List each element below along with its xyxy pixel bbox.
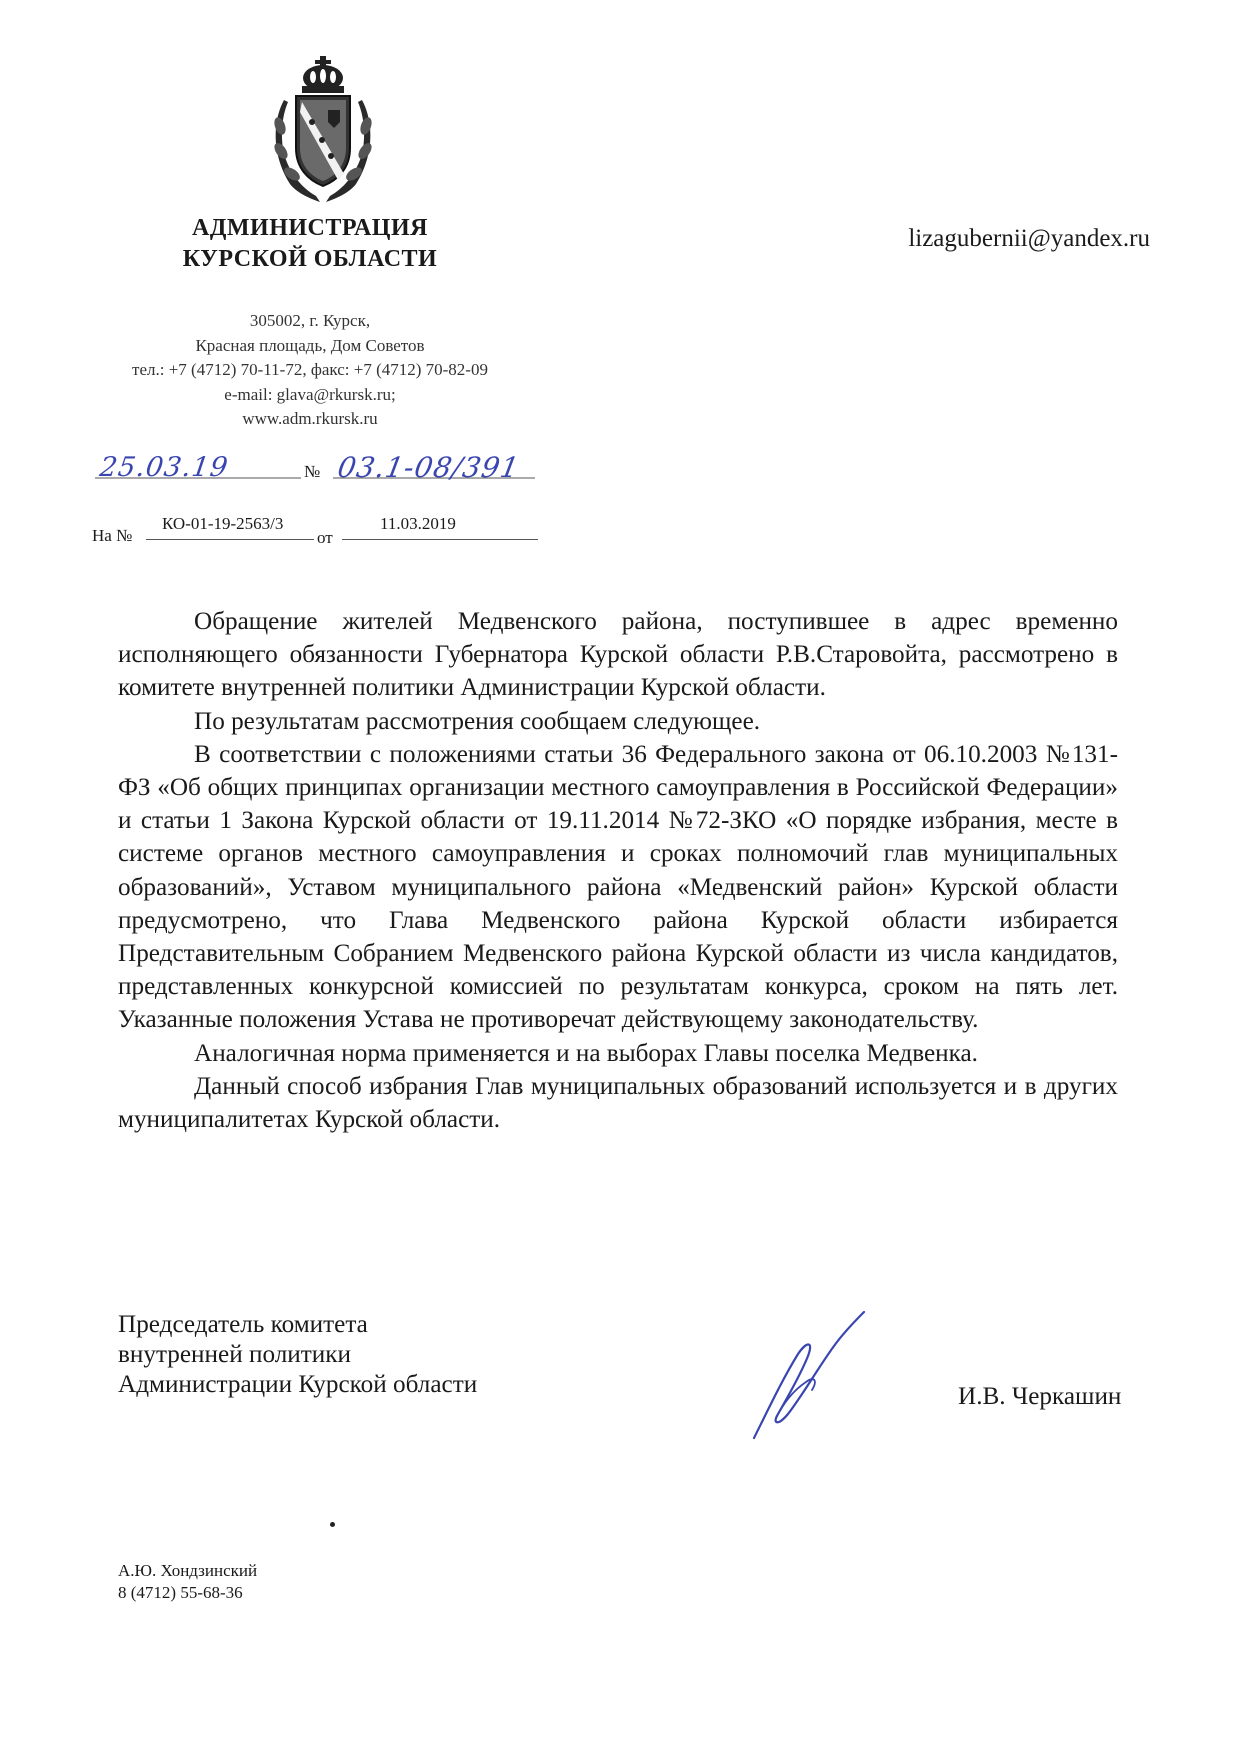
address-line: Красная площадь, Дом Советов <box>195 335 425 355</box>
ink-dot <box>330 1522 335 1527</box>
handwritten-signature-icon <box>748 1310 868 1442</box>
body-paragraph: В соответствии с положениями статьи 36 Федерального закона от 06.10.2003 №131-ФЗ «Об общих принципах организации местного самоуправления в Российской Федерации» и статьи 1 Закона Курской области от 19.11.2014 №72-ЗКО «О порядке избрания, месте в системе органов местного самоуправления и сроках полномочий глав муниципальных образований», Уставом муниципального района «Медвенский район» Курской области предусмотрено, что Глава Медвенского района Курской области избирается Представительным Собранием Медвенского района Курской области из числа кандидатов, представленных конкурсной комиссией по результатам конкурса, сроком на пять лет. Указанные положения Устава не противоречат действующему законодательству. <box>118 740 1118 1034</box>
signatory-title-line: внутренней политики <box>118 1341 351 1368</box>
signatory-title <box>118 1310 477 1400</box>
registration-date: 25.03.19 <box>97 452 231 483</box>
signatory-name: И.В. Черкашин <box>958 1383 1122 1410</box>
registration-number-label: № <box>304 462 321 481</box>
reference-date-underline <box>342 539 538 540</box>
letter-body <box>118 605 1118 1136</box>
reference-date: 11.03.2019 <box>380 514 456 533</box>
signatory-title-line: Администрации Курской области <box>118 1371 478 1398</box>
reference-number-label: На № <box>92 526 133 545</box>
recipient-email: lizagubernii@yandex.ru <box>908 225 1150 252</box>
body-paragraph: Аналогичная норма применяется и на выборах Главы поселка Медвенка. <box>194 1039 978 1067</box>
reference-number-underline <box>146 539 314 540</box>
org-name-line1: АДМИНИСТРАЦИЯ <box>192 215 428 241</box>
executor-info <box>118 1560 257 1604</box>
reference-number: КО-01-19-2563/3 <box>162 514 284 533</box>
address-line: www.adm.rkursk.ru <box>242 409 378 428</box>
executor-phone: 8 (4712) 55-68-36 <box>118 1583 243 1602</box>
executor-name: А.Ю. Хондзинский <box>118 1561 258 1580</box>
coat-of-arms-icon <box>268 56 378 204</box>
org-name <box>90 213 530 275</box>
body-paragraph: По результатам рассмотрения сообщаем следующее. <box>194 707 761 735</box>
org-address <box>70 309 550 432</box>
signatory-title-line: Председатель комитета <box>118 1311 368 1338</box>
address-line: 305002, г. Курск, <box>249 311 371 330</box>
reference-date-label: от <box>317 528 333 547</box>
org-name-line2: КУРСКОЙ ОБЛАСТИ <box>182 246 438 272</box>
body-paragraph: Обращение жителей Медвенского района, поступившее в адрес временно исполняющего обязанности Губернатора Курской области Р.В.Старовойта, рассмотрено в комитете внутренней политики Администрации Курской области. <box>118 608 1118 702</box>
address-line: тел.: +7 (4712) 70-11-72, факс: +7 (4712) 70-82-09 <box>132 360 488 379</box>
address-line: e-mail: glava@rkursk.ru; <box>224 384 396 404</box>
registration-number: 03.1-08/391 <box>335 451 523 484</box>
body-paragraph: Данный способ избрания Глав муниципальных образований используется и в других муниципалитетах Курской области. <box>118 1072 1118 1134</box>
